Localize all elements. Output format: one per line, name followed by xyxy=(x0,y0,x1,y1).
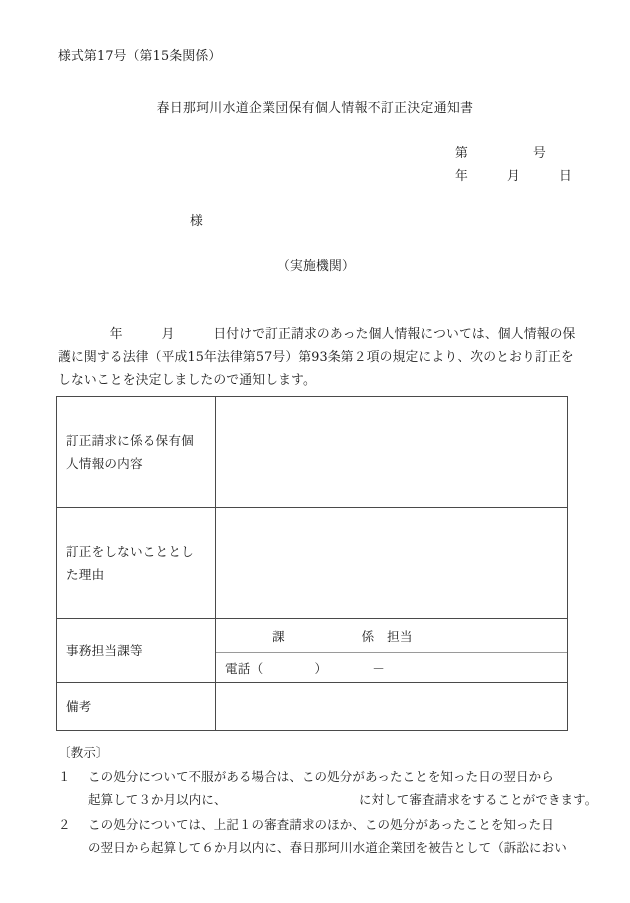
row-label-line-2: た理由 xyxy=(66,567,105,582)
body-line-1: 年 月 日付けで訂正請求のあった個人情報については、個人情報の保 xyxy=(58,327,576,342)
contact-phone-field[interactable]: 電話（ ） － xyxy=(225,661,386,676)
instruction-text-1 xyxy=(88,765,597,811)
instruction-text-2 xyxy=(88,813,568,859)
contact-department-row xyxy=(216,619,567,653)
table-row-contact xyxy=(57,619,568,683)
form-number: 様式第17号（第15条関係） xyxy=(58,49,222,64)
addressee-suffix: 様 xyxy=(190,214,203,229)
issuing-agency: （実施機関） xyxy=(277,259,355,274)
row-label-note xyxy=(57,683,216,731)
row-value-contact xyxy=(216,619,568,683)
instruction-item-2 xyxy=(58,813,568,859)
row-label-line-1: 訂正をしないこととし xyxy=(66,544,194,559)
row-label-line-2: 人情報の内容 xyxy=(66,456,143,471)
row-label-contact xyxy=(57,619,216,683)
instruction-2-line-1: この処分については、上記１の審査請求のほか、この処分があったことを知った日 xyxy=(88,817,554,832)
contact-subtable xyxy=(216,619,567,682)
body-paragraph xyxy=(58,323,576,392)
note-label-text: 備考 xyxy=(66,699,92,714)
contact-phone-row xyxy=(216,653,567,683)
body-line-2: 護に関する法律（平成15年法律第57号）第93条第２項の規定により、次のとおり訂正を xyxy=(58,350,574,365)
decision-table xyxy=(56,396,568,731)
body-line-3: しないことを決定しましたので通知します。 xyxy=(58,373,316,388)
table-row-reason xyxy=(57,508,568,619)
instruction-1-line-1: この処分について不服がある場合は、この処分があったことを知った日の翌日から xyxy=(88,769,554,784)
row-label-reason xyxy=(57,508,216,619)
row-label-correction-content xyxy=(57,397,216,508)
contact-department-field[interactable]: 課 係 担当 xyxy=(216,619,567,653)
instruction-2-line-2: の翌日から起算して６か月以内に、春日那珂川水道企業団を被告として（訴訟におい xyxy=(88,840,567,855)
document-title: 春日那珂川水道企業団保有個人情報不訂正決定通知書 xyxy=(156,101,474,116)
table-row-correction-content xyxy=(57,397,568,508)
instruction-number-2: ２ xyxy=(58,817,71,832)
instructions-heading: 〔教示〕 xyxy=(58,745,109,760)
row-value-reason[interactable] xyxy=(216,508,568,619)
contact-label-text: 事務担当課等 xyxy=(66,643,143,658)
row-label-line-1: 訂正請求に係る保有個 xyxy=(66,433,194,448)
instruction-1-line-2: 起算して３か月以内に、 に対して審査請求をすることができます。 xyxy=(88,792,598,807)
instructions-section xyxy=(58,742,598,859)
row-value-note[interactable] xyxy=(216,683,568,731)
row-value-correction-content[interactable] xyxy=(216,397,568,508)
instruction-item-1 xyxy=(58,765,598,811)
document-date-field: 年 月 日 xyxy=(455,169,572,184)
table-row-note xyxy=(57,683,568,731)
instruction-number-1: １ xyxy=(58,769,71,784)
document-number-field: 第 号 xyxy=(455,146,546,161)
